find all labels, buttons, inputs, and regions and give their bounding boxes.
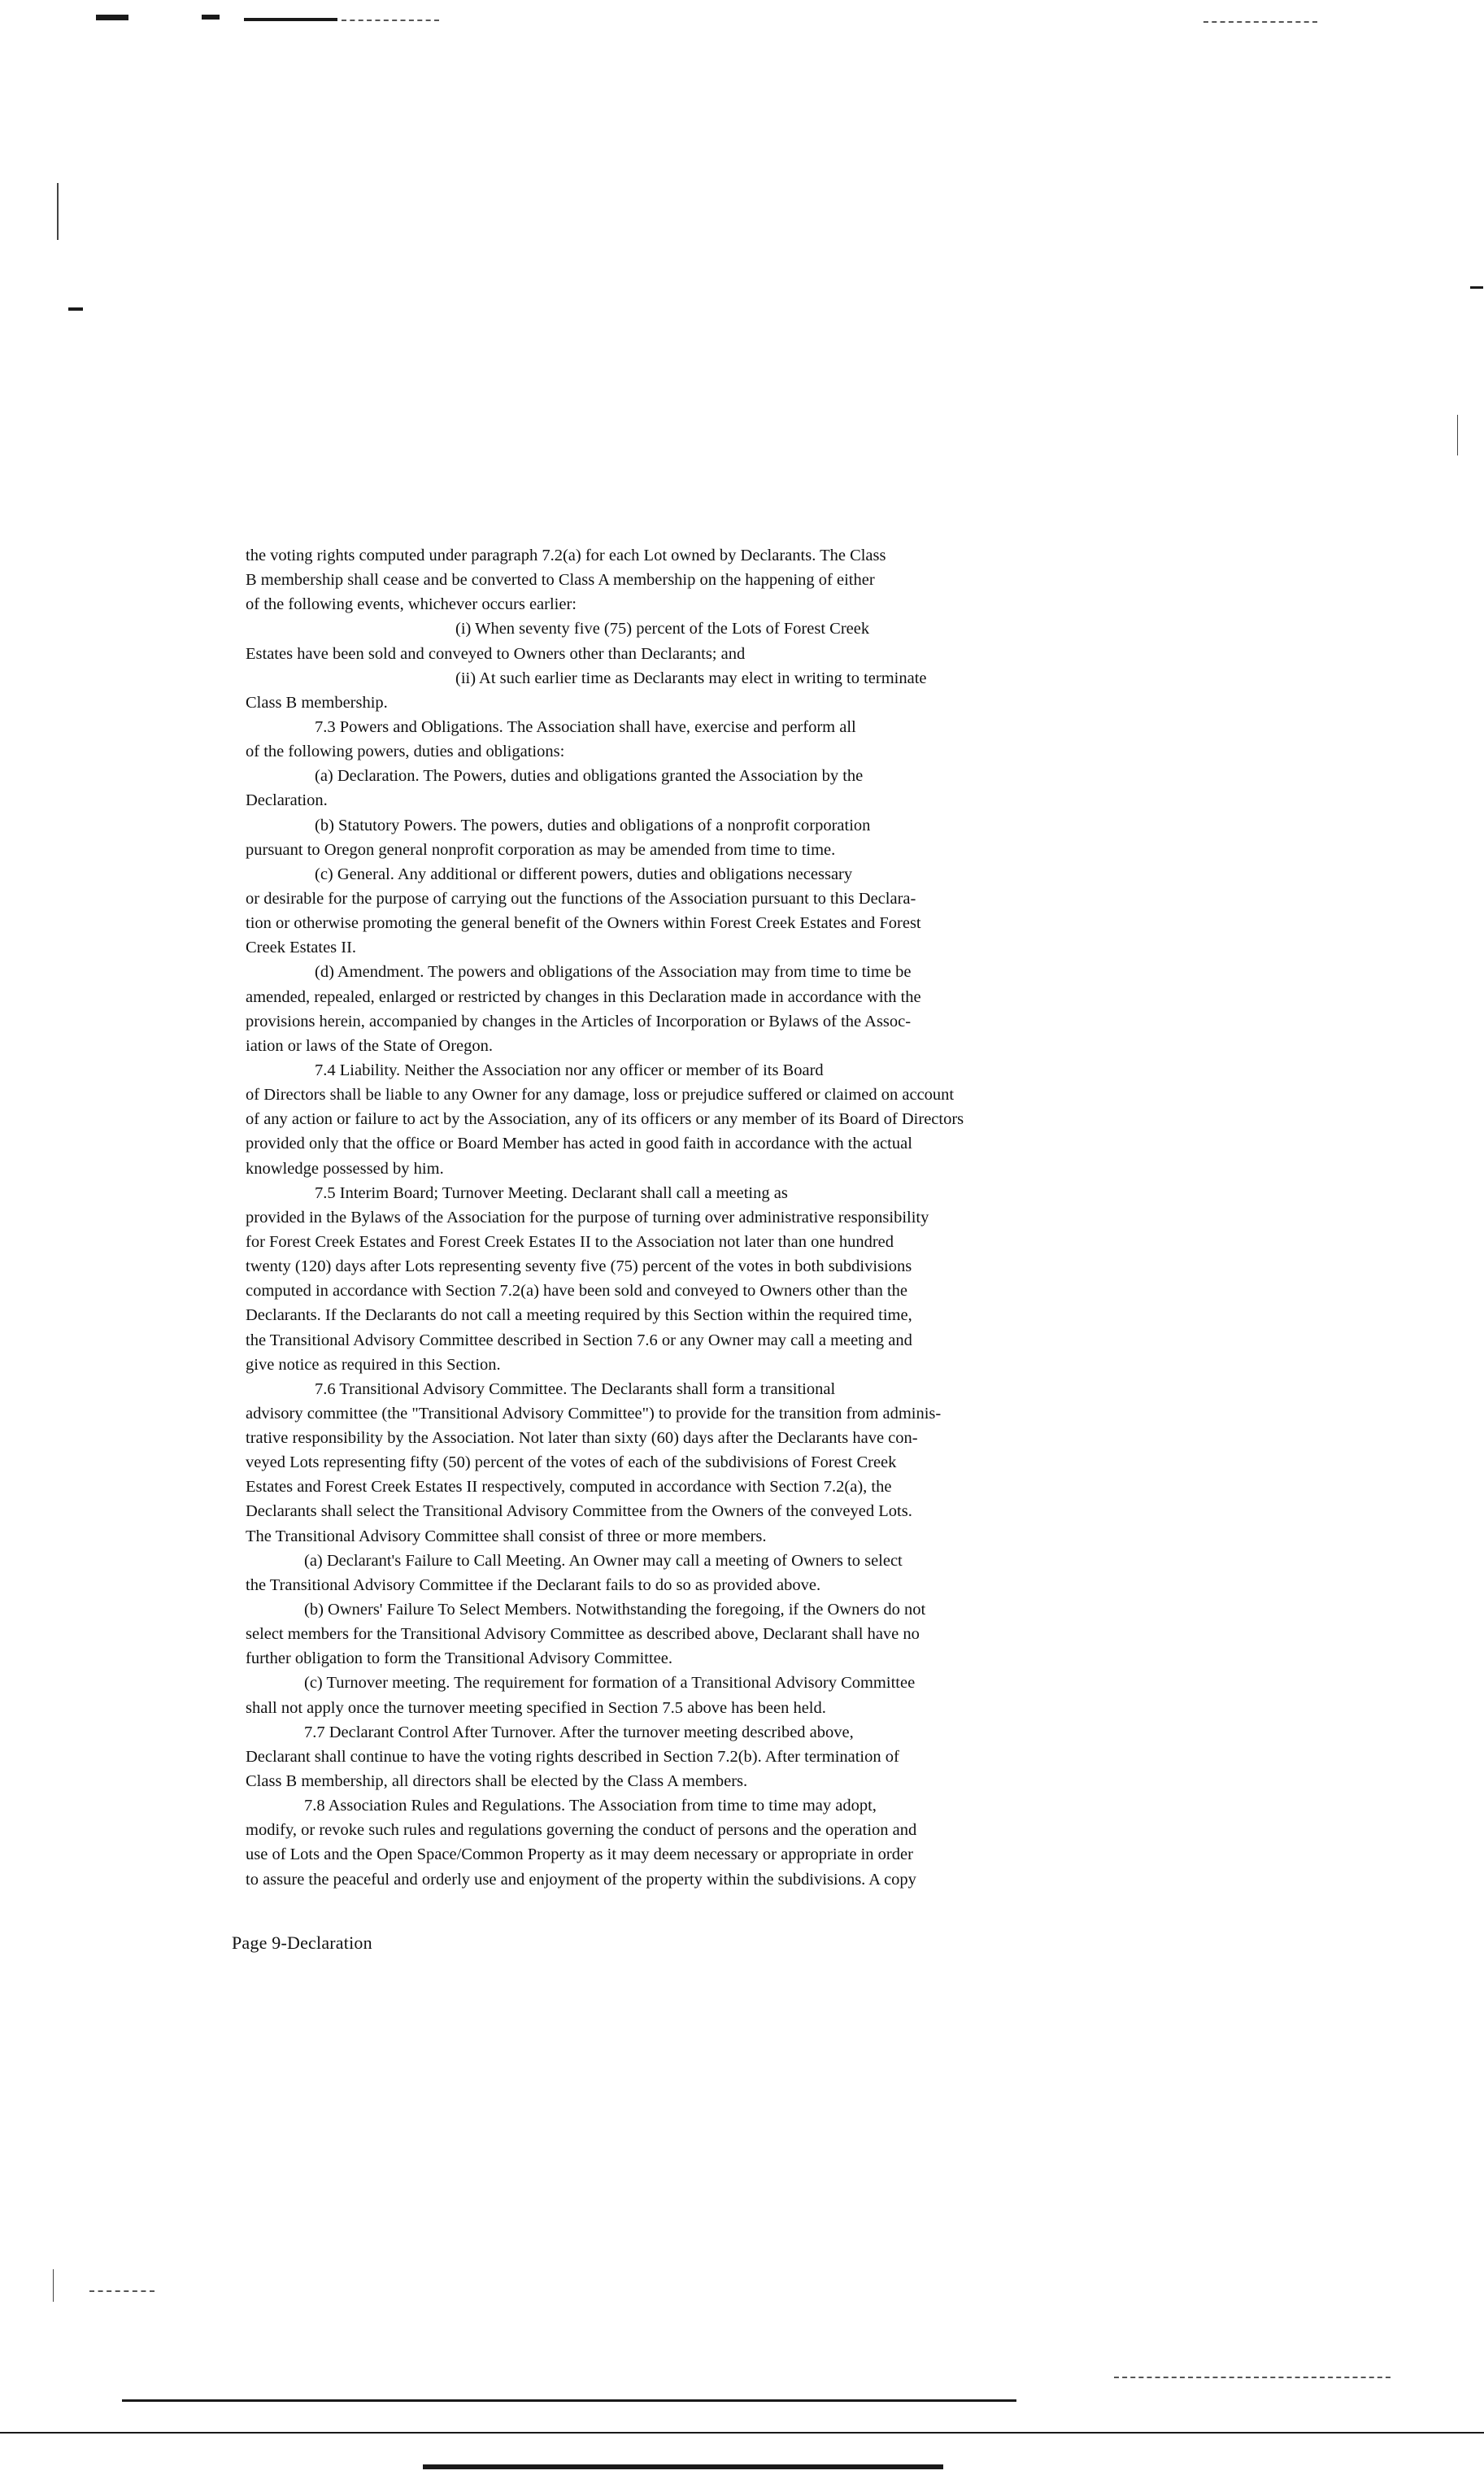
text-line: iation or laws of the State of Oregon. [246,1036,494,1055]
text-line: Class B membership. [246,693,388,712]
text-line: computed in accordance with Section 7.2(a) have been sold and conveyed to Owners other than the [246,1282,908,1301]
text-line: select members for the Transitional Advisory Committee as described above, Declarant shall have no [246,1625,920,1644]
text-line: trative responsibility by the Association. Not later than sixty (60) days after the Declarants have con- [246,1429,918,1448]
text-line: (d) Amendment. The powers and obligations of the Association may from time to time be [315,963,912,982]
text-line: tion or otherwise promoting the general benefit of the Owners within Forest Creek Estates and Forest [246,914,921,933]
text-line: Declaration. [246,791,328,810]
text-line: 7.5 Interim Board; Turnover Meeting. Declarant shall call a meeting as [315,1183,788,1202]
text-line: give notice as required in this Section. [246,1355,501,1374]
scan-artifact-left-edge [57,183,59,240]
scan-artifact-bottom-dash-2 [1114,2377,1390,2378]
text-line: modify, or revoke such rules and regulations governing the conduct of persons and the operation and [246,1821,917,1840]
text-line: Class B membership, all directors shall be elected by the Class A members. [246,1772,748,1791]
text-line: (ii) At such earlier time as Declarants may elect in writing to terminate [455,669,927,687]
text-line: Declarants shall select the Transitional Advisory Committee from the Owners of the conveyed Lots. [246,1502,912,1521]
text-line: (c) General. Any additional or different powers, duties and obligations necessary [315,865,853,883]
scan-artifact-top-bar [244,18,337,21]
scan-artifact-top-dash-2 [1203,21,1317,23]
text-line: provided only that the office or Board Member has acted in good faith in accordance with the actual [246,1135,912,1153]
text-line: veyed Lots representing fifty (50) percent of the votes of each of the subdivisions of Forest Creek [246,1453,897,1472]
scan-artifact-top-left [96,15,128,20]
text-line: (a) Declaration. The Powers, duties and obligations granted the Association by the [315,767,864,786]
text-line: for Forest Creek Estates and Forest Creek Estates II to the Association not later than one hundred [246,1232,894,1251]
page-footer: Page 9-Declaration [232,1933,372,1953]
scan-artifact-right-edge [1457,415,1458,455]
scan-artifact-top-mark [202,15,220,20]
text-line: Estates have been sold and conveyed to Owners other than Declarants; and [246,644,746,663]
scan-artifact-bottom-dash [89,2290,154,2292]
text-line: to assure the peaceful and orderly use and enjoyment of the property within the subdivisions. A copy [246,1870,916,1889]
text-line: the Transitional Advisory Committee if the Declarant fails to do so as provided above. [246,1575,821,1594]
text-line: provided in the Bylaws of the Association for the purpose of turning over administrative responsibility [246,1208,929,1227]
text-line: Declarant shall continue to have the voting rights described in Section 7.2(b). After termination of [246,1747,899,1766]
text-line: The Transitional Advisory Committee shall consist of three or more members. [246,1527,767,1545]
text-line: 7.8 Association Rules and Regulations. The Association from time to time may adopt, [304,1797,877,1815]
text-line: twenty (120) days after Lots representing seventy five (75) percent of the votes in both subdivisions [246,1257,912,1276]
text-line: B membership shall cease and be converted to Class A membership on the happening of either [246,571,875,590]
text-line: Creek Estates II. [246,939,357,957]
text-line: pursuant to Oregon general nonprofit corporation as may be amended from time to time. [246,840,836,859]
text-line: (c) Turnover meeting. The requirement for formation of a Transitional Advisory Committee [304,1674,916,1693]
text-line: knowledge possessed by him. [246,1159,444,1178]
scan-artifact-bottom-line-2 [0,2432,1484,2434]
scan-artifact-bottom-bar [423,2464,943,2469]
text-line: of Directors shall be liable to any Owner for any damage, loss or prejudice suffered or claimed on account [246,1086,955,1105]
text-line: of any action or failure to act by the Association, any of its officers or any member of its Board of Directors [246,1110,964,1129]
scan-artifact-bottom-line [122,2399,1016,2402]
text-line: amended, repealed, enlarged or restricted by changes in this Declaration made in accordance with the [246,987,921,1006]
text-line: Estates and Forest Creek Estates II respectively, computed in accordance with Section 7.2(a), the [246,1478,892,1497]
text-line: or desirable for the purpose of carrying out the functions of the Association pursuant to this Declara- [246,889,916,908]
text-line: 7.7 Declarant Control After Turnover. After the turnover meeting described above, [304,1723,854,1741]
text-line: the voting rights computed under paragraph 7.2(a) for each Lot owned by Declarants. The Class [246,547,886,564]
text-line: shall not apply once the turnover meeting specified in Section 7.5 above has been held. [246,1698,826,1717]
text-line: 7.3 Powers and Obligations. The Association shall have, exercise and perform all [315,717,856,736]
text-line: the Transitional Advisory Committee described in Section 7.6 or any Owner may call a meeting and [246,1331,912,1349]
text-line: 7.4 Liability. Neither the Association nor any officer or member of its Board [315,1061,824,1079]
text-line: of the following powers, duties and obligations: [246,743,565,761]
text-line: provisions herein, accompanied by changes in the Articles of Incorporation or Bylaws of the Assoc- [246,1012,912,1031]
scan-artifact-left-edge-2 [53,2269,54,2302]
scan-artifact-left-mark [68,307,83,311]
text-line: further obligation to form the Transitional Advisory Committee. [246,1649,672,1668]
text-line: advisory committee (the "Transitional Advisory Committee") to provide for the transition from adminis- [246,1404,942,1423]
text-line: (b) Owners' Failure To Select Members. Notwithstanding the foregoing, if the Owners do not [304,1601,926,1619]
text-line: 7.6 Transitional Advisory Committee. The Declarants shall form a transitional [315,1379,836,1398]
text-line: of the following events, whichever occurs earlier: [246,595,577,614]
text-line: (b) Statutory Powers. The powers, duties and obligations of a nonprofit corporation [315,816,871,834]
text-line: (i) When seventy five (75) percent of the Lots of Forest Creek [455,620,870,638]
body-text [246,543,1132,1892]
text-line: Declarants. If the Declarants do not call a meeting required by this Section within the required time, [246,1306,912,1325]
text-line: (a) Declarant's Failure to Call Meeting. An Owner may call a meeting of Owners to select [304,1551,903,1570]
scan-artifact-top-dash [342,20,439,21]
scan-artifact-right-mark [1470,286,1483,289]
text-line: use of Lots and the Open Space/Common Property as it may deem necessary or appropriate in order [246,1845,913,1864]
